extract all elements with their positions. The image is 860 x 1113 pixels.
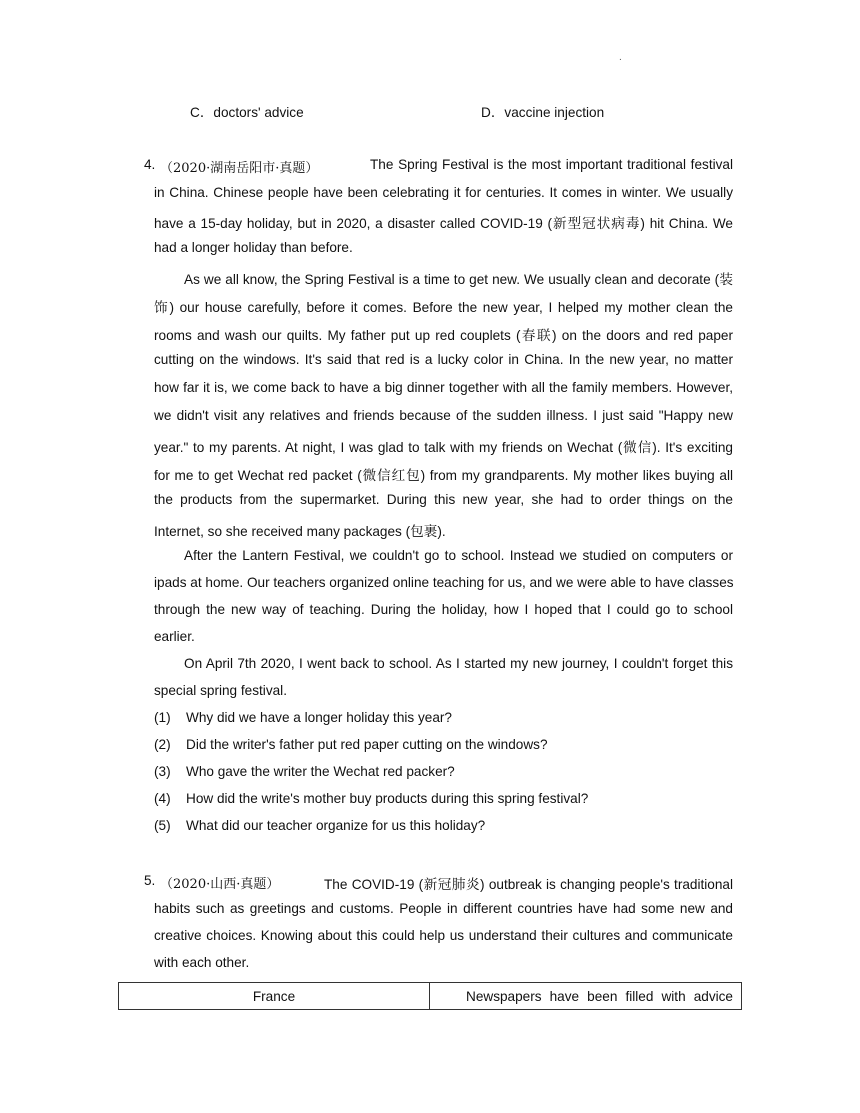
question-item: [154, 710, 452, 725]
passage-line: creative choices. Knowing about this could help us understand their cultures and communicate: [154, 928, 733, 943]
table-cell-country: France: [119, 983, 430, 1010]
passage-line: rooms and wash our quilts. My father put up red couplets (春联) on the doors and red paper: [154, 328, 733, 343]
question-item-text: Who gave the writer the Wechat red packer?: [186, 764, 455, 779]
question-4-source: （2020·湖南岳阳市·真题）: [160, 161, 319, 176]
passage-line: for me to get Wechat red packet (微信红包) from my grandparents. My mother likes buying all: [154, 468, 733, 483]
passage-line: habits such as greetings and customs. People in different countries have had some new and: [154, 901, 733, 916]
passage-line: ipads at home. Our teachers organized online teaching for us, and we were able to have classes: [154, 575, 734, 590]
passage-line: special spring festival.: [154, 683, 287, 698]
passage-line: On April 7th 2020, I went back to school. As I started my new journey, I couldn't forget this: [184, 656, 733, 671]
passage-line: the products from the supermarket. During this new year, she had to order things on the: [154, 492, 733, 507]
passage-line: The COVID-19 (新冠肺炎) outbreak is changing people's traditional: [324, 877, 733, 892]
question-item-text: What did our teacher organize for us this holiday?: [186, 818, 486, 833]
question-5-source: （2020·山西·真题）: [160, 877, 280, 892]
passage-line: As we all know, the Spring Festival is a time to get new. We usually clean and decorate (装: [184, 272, 733, 287]
customs-table: [118, 982, 742, 1010]
question-item-number: (2): [154, 737, 171, 752]
option-d: D．vaccine injection: [481, 105, 605, 120]
question-item: [154, 818, 485, 833]
passage-line: Internet, so she received many packages (包裹).: [154, 524, 446, 539]
question-item-number: (4): [154, 791, 171, 806]
question-5-number: 5.: [144, 873, 156, 888]
question-item-text: How did the write's mother buy products during this spring festival?: [186, 791, 589, 806]
passage-line: earlier.: [154, 629, 195, 644]
option-c: C．doctors' advice: [190, 105, 304, 120]
passage-line: year." to my parents. At night, I was glad to talk with my friends on Wechat (微信). It's exciting: [154, 440, 733, 455]
table-cell-text: Newspapers have been filled with advice: [430, 983, 742, 1010]
passage-line: After the Lantern Festival, we couldn't go to school. Instead we studied on computers or: [184, 548, 733, 563]
header-dot: .: [619, 52, 622, 63]
passage-line: The Spring Festival is the most important traditional festival: [370, 157, 733, 172]
question-item-number: (5): [154, 818, 171, 833]
passage-line: in China. Chinese people have been celebrating it for centuries. It comes in winter. We usually: [154, 185, 733, 200]
question-4-number: 4.: [144, 157, 156, 172]
passage-line: how far it is, we come back to have a big dinner together with all the family members. However,: [154, 380, 733, 395]
table-row: [119, 983, 742, 1010]
passage-line: have a 15-day holiday, but in 2020, a disaster called COVID-19 (新型冠状病毒) hit China. We: [154, 216, 733, 231]
passage-line: with each other.: [154, 955, 250, 970]
question-item: [154, 764, 455, 779]
passage-line: through the new way of teaching. During the holiday, how I hoped that I could go to school: [154, 602, 733, 617]
passage-line: we didn't visit any relatives and friends because of the sudden illness. I just said "Happy new: [154, 408, 733, 423]
question-item-text: Did the writer's father put red paper cutting on the windows?: [186, 737, 548, 752]
question-item: [154, 737, 548, 752]
question-item-text: Why did we have a longer holiday this year?: [186, 710, 452, 725]
question-item-number: (3): [154, 764, 171, 779]
passage-line: had a longer holiday than before.: [154, 240, 353, 255]
passage-line: 饰) our house carefully, before it comes. Before the new year, I helped my mother clean the: [154, 300, 733, 315]
question-item-number: (1): [154, 710, 171, 725]
passage-line: cutting on the windows. It's said that red is a lucky color in China. In the new year, no matter: [154, 352, 733, 367]
question-item: [154, 791, 588, 806]
